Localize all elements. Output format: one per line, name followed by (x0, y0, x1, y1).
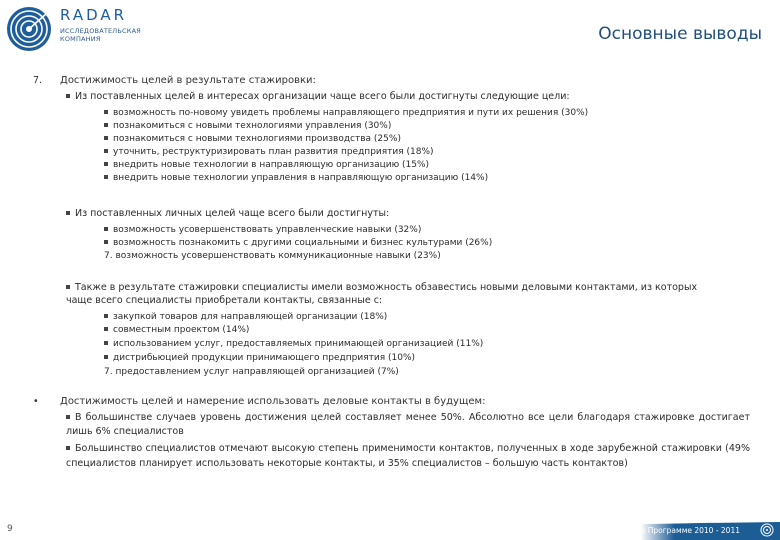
paragraph: В большинстве случаев уровень достижения целей составляет менее 50%. Абсолютно все цели благодаря стажировке достигает лишь 6% специалистов (66, 412, 750, 437)
bullet-icon (104, 175, 108, 179)
bullet-icon (66, 94, 70, 98)
page-title: Основные выводы (598, 24, 762, 44)
section-bullet: • (33, 396, 39, 407)
section-number: 7. (33, 75, 43, 86)
list-item: познакомиться с новыми технологиями управления (30%) (104, 121, 391, 132)
personal-goals-lead: Из поставленных личных целей чаще всего были достигнуты: (66, 208, 389, 219)
bullet-icon (66, 446, 70, 450)
bullet-icon (66, 211, 70, 215)
list-item: 7. возможность усовершенствовать коммуникационные навыки (23%) (104, 251, 441, 261)
contacts-lead: Также в результате стажировки специалисты имели возможность обзавестись новыми деловыми контактами, из которых (66, 282, 697, 293)
list-item: внедрить новые технологии в направляющую организацию (15%) (104, 160, 429, 171)
list-item: закупкой товаров для направляющей организации (18%) (104, 312, 387, 323)
bullet-icon (104, 240, 108, 244)
bullet-icon (104, 136, 108, 140)
bullet-icon (104, 227, 108, 231)
section-heading: Достижимость целей и намерение использовать деловые контакты в будущем: (60, 396, 486, 407)
brand-subtitle: ИССЛЕДОВАТЕЛЬСКАЯ КОМПАНИЯ (60, 27, 141, 43)
list-item: внедрить новые технологии управления в направляющую организацию (14%) (104, 173, 488, 184)
list-item: использованием услуг, предоставляемых принимающей организацией (11%) (104, 339, 483, 350)
section-heading: Достижимость целей в результате стажировки: (60, 75, 316, 86)
list-item: возможность познакомить с другими социальными и бизнес культурами (26%) (104, 238, 492, 249)
list-item: уточнить, реструктуризировать план развития предприятия (18%) (104, 147, 434, 158)
contacts-lead-continued: чаще всего специалисты приобретали контакты, связанные с: (66, 295, 383, 306)
org-goals-lead: Из поставленных целей в интересах организации чаще всего были достигнуты следующие цели: (66, 91, 570, 102)
bullet-icon (66, 285, 70, 289)
bullet-icon (104, 149, 108, 153)
bullet-icon (104, 123, 108, 127)
bullet-icon (104, 327, 108, 331)
bullet-icon (104, 341, 108, 345)
bullet-icon (66, 415, 70, 419)
radar-small-logo-icon (760, 523, 774, 537)
list-item: возможность усовершенствовать управленческие навыки (32%) (104, 225, 421, 236)
list-item: возможность по-новому увидеть проблемы направляющего предприятия и пути их решения (30%) (104, 108, 588, 119)
bullet-icon (104, 110, 108, 114)
paragraph: Большинство специалистов отмечают высокую степень применимости контактов, полученных в ходе зарубежной стажировки (49% специалистов планирует использовать некоторые контакты, и 35% специалистов – большую часть контактов) (66, 443, 750, 469)
list-item: дистрибьюцией продукции принимающего предприятия (10%) (104, 353, 415, 364)
brand-name: RADAR (60, 6, 128, 24)
bullet-icon (104, 355, 108, 359)
bullet-icon (104, 162, 108, 166)
list-item: 7. предоставлением услуг направляющей организацией (7%) (104, 367, 399, 377)
list-item: познакомиться с новыми технологиями производства (25%) (104, 134, 401, 145)
list-item: совместным проектом (14%) (104, 325, 249, 336)
radar-logo-icon (6, 6, 52, 52)
footer-bar (0, 520, 780, 540)
page-number: 9 (7, 524, 13, 534)
footer-caption: Прошедшие стажировку по Программе 2010 - 2011 (535, 526, 740, 535)
bullet-icon (104, 314, 108, 318)
